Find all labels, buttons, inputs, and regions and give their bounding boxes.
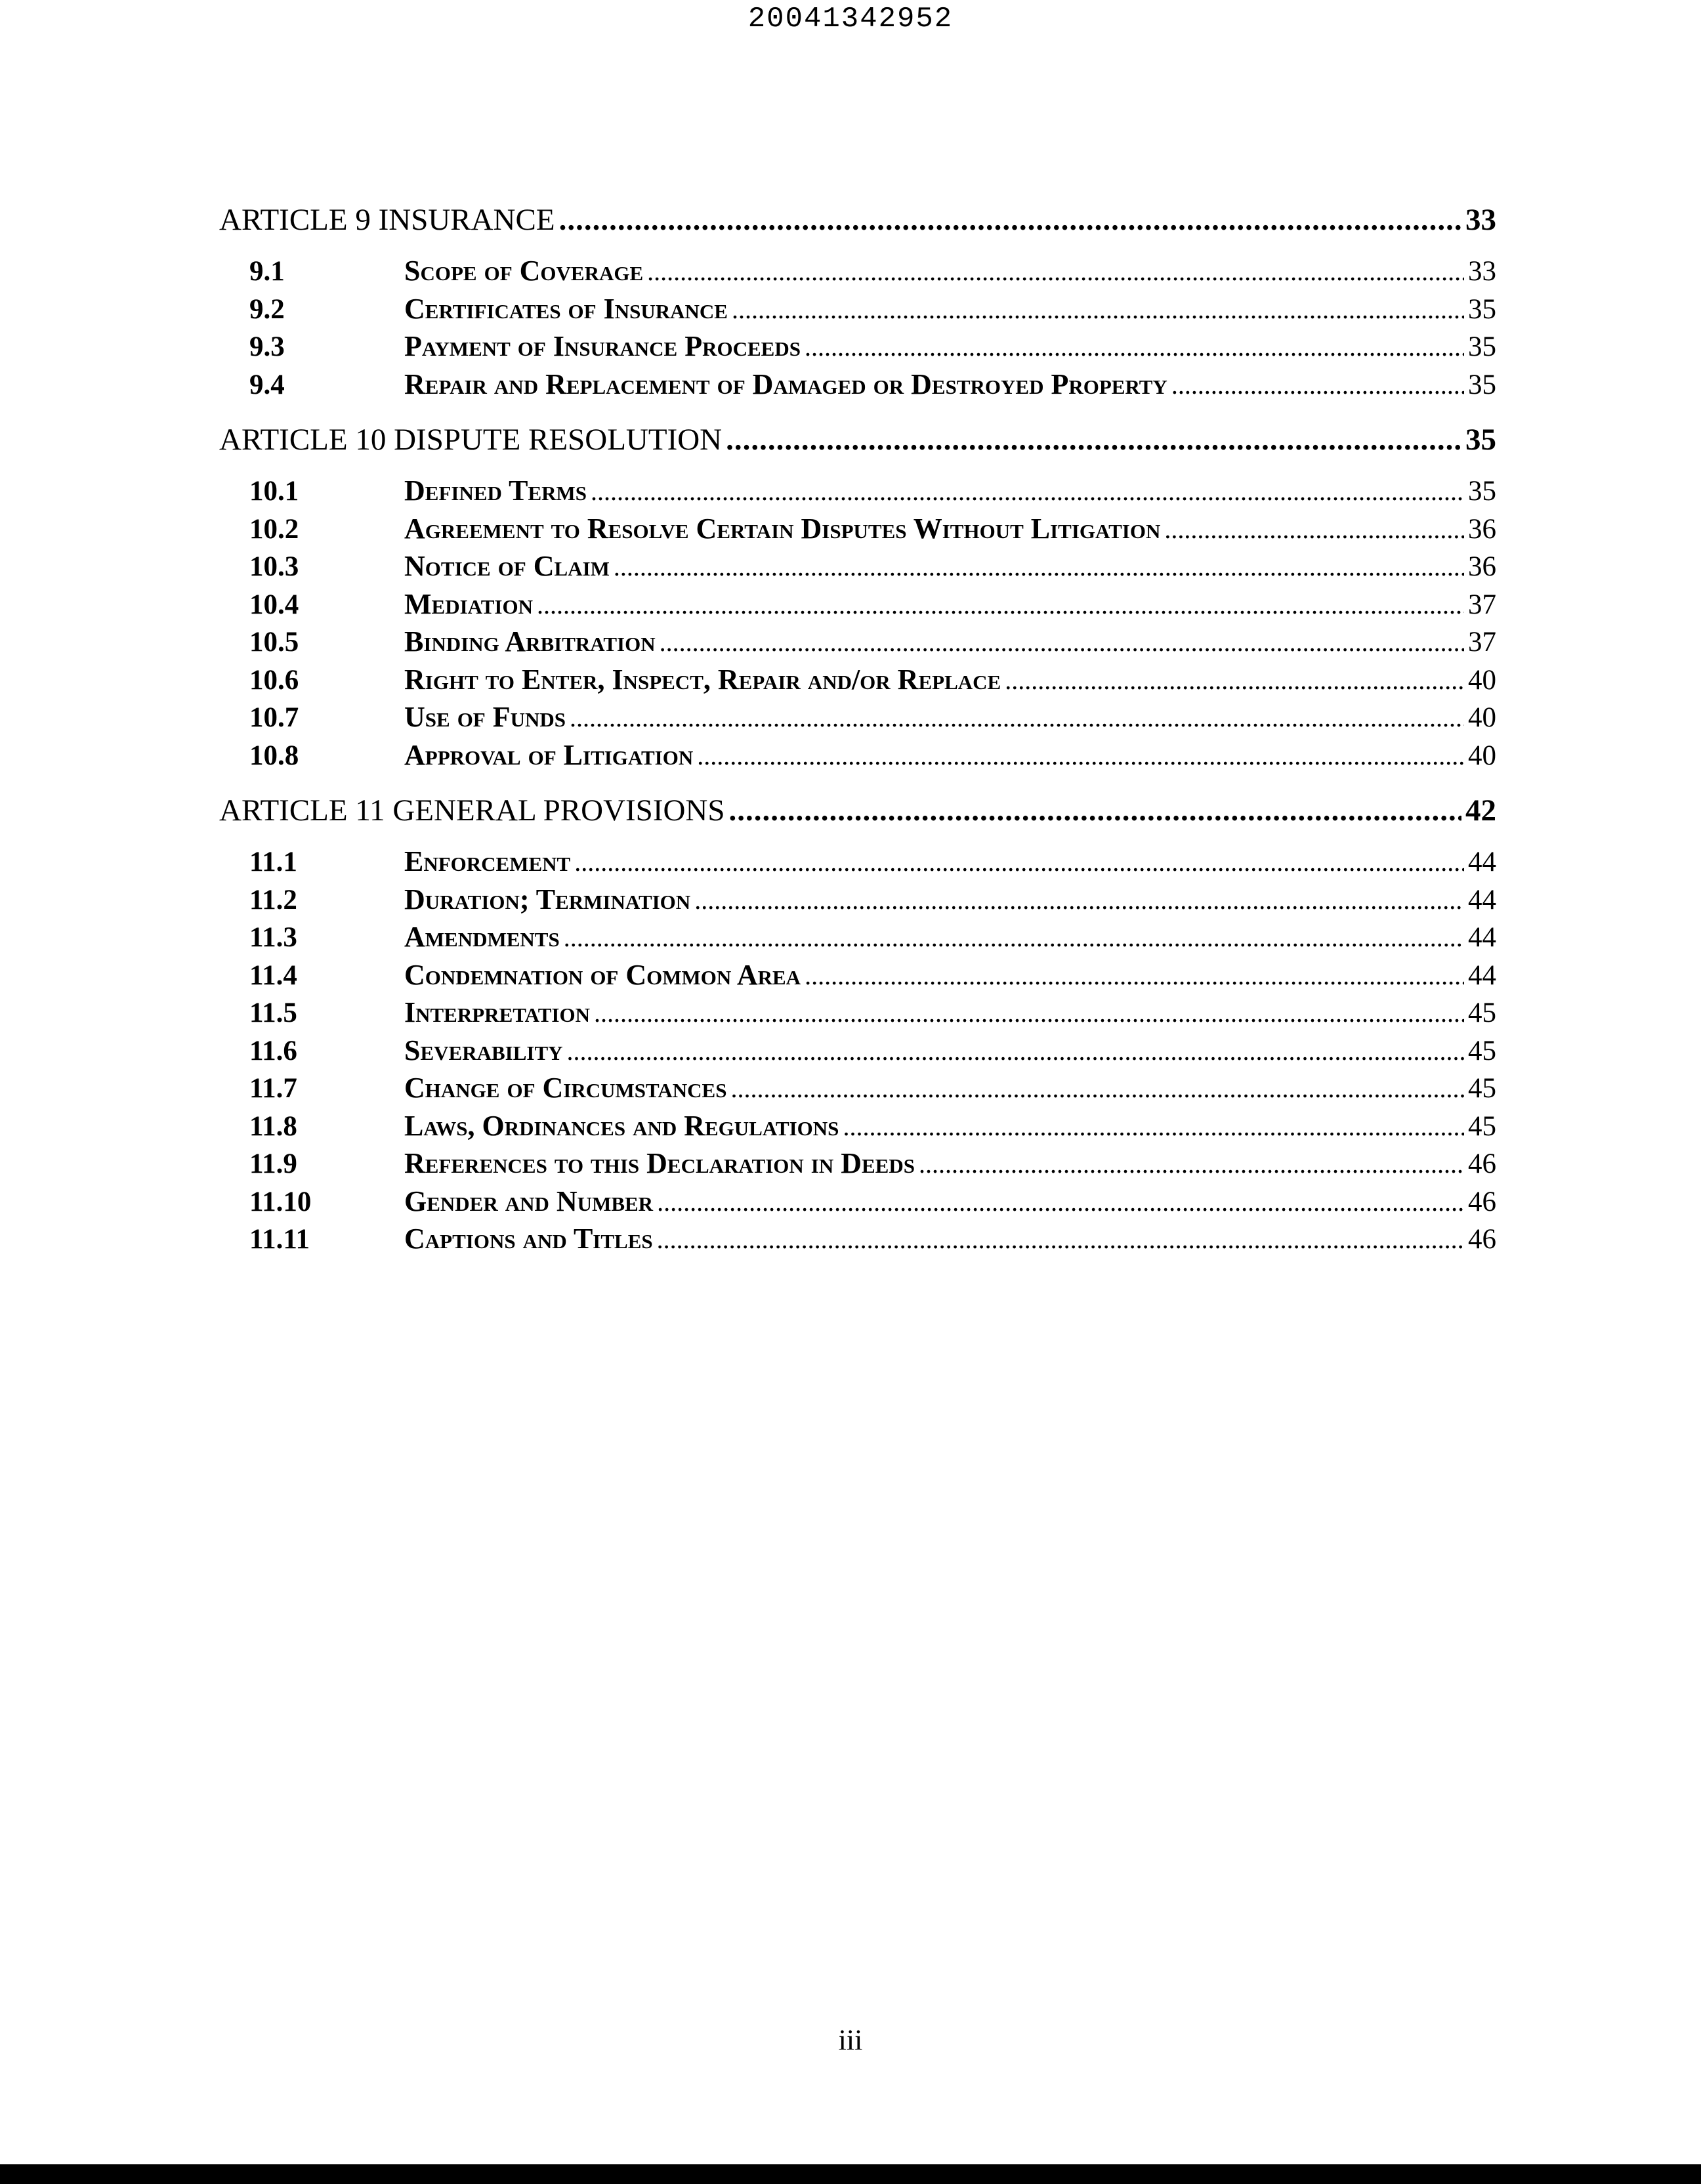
section-number: 10.4 [249, 589, 299, 620]
toc-entry-10-6[interactable] [219, 663, 1496, 701]
section-number: 11.10 [249, 1186, 312, 1217]
section-page: 44 [1464, 959, 1496, 992]
section-number: 11.7 [249, 1073, 297, 1104]
toc-entry-10-4[interactable] [219, 587, 1496, 625]
section-title: Certificates of Insurance [404, 292, 732, 326]
section-page: 40 [1464, 702, 1496, 734]
dot-leader [805, 331, 1464, 362]
article-11-sections [219, 845, 1496, 1260]
section-page: 46 [1464, 1186, 1496, 1218]
section-page: 44 [1464, 884, 1496, 916]
section-title: Duration; Termination [404, 883, 694, 916]
section-title: Severability [404, 1034, 567, 1067]
toc-entry-10-3[interactable] [219, 549, 1496, 587]
article-title: ARTICLE 11 GENERAL PROVISIONS [219, 793, 729, 828]
section-number: 9.4 [249, 369, 285, 400]
document-id: 20041342952 [747, 3, 954, 35]
dot-leader [697, 740, 1464, 771]
dot-leader [564, 922, 1464, 953]
toc-entry-10-5[interactable] [219, 625, 1496, 663]
section-title: Use of Funds [404, 700, 570, 734]
dot-leader [594, 998, 1464, 1028]
dot-leader [647, 256, 1464, 287]
section-title: Amendments [404, 920, 564, 954]
article-9-sections [219, 254, 1496, 405]
dot-leader [729, 793, 1462, 828]
article-page: 33 [1461, 202, 1496, 238]
section-number: 11.4 [249, 959, 297, 991]
dot-leader [1171, 369, 1464, 400]
section-number: 9.2 [249, 293, 285, 325]
article-page: 42 [1461, 793, 1496, 828]
article-title: ARTICLE 10 DISPUTE RESOLUTION [219, 422, 726, 457]
toc-entry-11-10[interactable] [219, 1185, 1496, 1223]
section-page: 45 [1464, 997, 1496, 1029]
section-page: 35 [1464, 475, 1496, 507]
dot-leader [1164, 514, 1464, 545]
section-page: 36 [1464, 513, 1496, 545]
toc-entry-11-9[interactable] [219, 1146, 1496, 1185]
toc-entry-11-7[interactable] [219, 1071, 1496, 1109]
dot-leader [567, 1036, 1464, 1066]
section-number: 11.1 [249, 847, 297, 877]
dot-leader [657, 1224, 1464, 1255]
toc-entry-10-1[interactable] [219, 474, 1496, 512]
section-number: 11.8 [249, 1110, 297, 1142]
article-page: 35 [1461, 422, 1496, 457]
dot-leader [1005, 665, 1464, 696]
section-number: 11.9 [249, 1148, 297, 1179]
article-9-entry[interactable] [219, 202, 1496, 240]
section-title: Captions and Titles [404, 1222, 657, 1255]
section-number: 10.2 [249, 513, 299, 545]
section-page: 45 [1464, 1072, 1496, 1104]
section-title: Approval of Litigation [404, 738, 697, 772]
dot-leader [805, 960, 1464, 991]
dot-leader [694, 885, 1464, 915]
toc-entry-11-8[interactable] [219, 1109, 1496, 1147]
dot-leader [657, 1186, 1464, 1217]
toc-entry-9-4[interactable] [219, 368, 1496, 406]
section-title: Change of Circumstances [404, 1071, 730, 1104]
article-title: ARTICLE 9 INSURANCE [219, 202, 559, 238]
section-page: 35 [1464, 369, 1496, 401]
toc-entry-11-5[interactable] [219, 996, 1496, 1034]
section-title: Notice of Claim [404, 549, 614, 583]
section-number: 11.5 [249, 998, 297, 1028]
section-page: 35 [1464, 331, 1496, 363]
table-of-contents [219, 202, 1496, 1260]
toc-entry-9-2[interactable] [219, 292, 1496, 330]
dot-leader [732, 294, 1464, 325]
section-page: 35 [1464, 293, 1496, 326]
section-number: 10.7 [249, 702, 299, 733]
section-page: 45 [1464, 1035, 1496, 1067]
section-title: Interpretation [404, 996, 594, 1029]
toc-entry-11-11[interactable] [219, 1222, 1496, 1260]
section-number: 11.6 [249, 1035, 297, 1066]
article-10-entry[interactable] [219, 422, 1496, 459]
section-page: 46 [1464, 1223, 1496, 1255]
section-title: Scope of Coverage [404, 254, 647, 287]
dot-leader [919, 1148, 1464, 1179]
dot-leader [574, 847, 1464, 877]
section-page: 45 [1464, 1110, 1496, 1143]
toc-entry-11-3[interactable] [219, 920, 1496, 958]
section-page: 37 [1464, 589, 1496, 621]
dot-leader [730, 1073, 1464, 1104]
toc-entry-11-1[interactable] [219, 845, 1496, 883]
dot-leader [726, 422, 1461, 457]
section-title: Right to Enter, Inspect, Repair and/or Replace [404, 663, 1005, 696]
section-title: Binding Arbitration [404, 625, 660, 658]
section-title: Laws, Ordinances and Regulations [404, 1109, 843, 1143]
toc-entry-10-7[interactable] [219, 700, 1496, 738]
section-number: 9.3 [249, 331, 285, 362]
section-title: Condemnation of Common Area [404, 958, 805, 992]
section-page: 44 [1464, 921, 1496, 954]
toc-entry-11-2[interactable] [219, 883, 1496, 921]
toc-entry-10-2[interactable] [219, 512, 1496, 550]
section-title: Agreement to Resolve Certain Disputes Without Litigation [404, 512, 1164, 545]
section-title: Enforcement [404, 845, 574, 878]
section-title: Defined Terms [404, 474, 591, 507]
section-page: 46 [1464, 1148, 1496, 1180]
section-number: 9.1 [249, 256, 285, 287]
toc-entry-9-3[interactable] [219, 329, 1496, 368]
section-number: 10.6 [249, 664, 299, 696]
article-11-entry[interactable] [219, 793, 1496, 830]
section-title: Payment of Insurance Proceeds [404, 329, 805, 363]
dot-leader [614, 551, 1464, 582]
scan-border [0, 2164, 1701, 2184]
section-page: 40 [1464, 740, 1496, 772]
dot-leader [559, 202, 1461, 238]
toc-entry-10-8[interactable] [219, 738, 1496, 776]
section-number: 11.3 [249, 922, 297, 953]
section-title: Gender and Number [404, 1185, 657, 1218]
section-page: 40 [1464, 664, 1496, 696]
toc-entry-11-6[interactable] [219, 1034, 1496, 1072]
toc-entry-11-4[interactable] [219, 958, 1496, 996]
section-number: 10.1 [249, 476, 299, 507]
dot-leader [537, 589, 1464, 620]
page-number: iii [838, 2024, 863, 2056]
section-title: References to this Declaration in Deeds [404, 1146, 919, 1180]
section-number: 10.5 [249, 627, 299, 658]
toc-entry-9-1[interactable] [219, 254, 1496, 292]
section-page: 33 [1464, 255, 1496, 287]
section-number: 10.3 [249, 551, 299, 582]
article-10-sections [219, 474, 1496, 776]
dot-leader [660, 627, 1464, 658]
section-number: 10.8 [249, 740, 299, 771]
section-page: 37 [1464, 626, 1496, 658]
dot-leader [570, 702, 1464, 733]
dot-leader [591, 476, 1464, 507]
section-page: 36 [1464, 551, 1496, 583]
dot-leader [843, 1111, 1464, 1142]
section-number: 11.2 [249, 884, 297, 915]
section-title: Mediation [404, 587, 537, 621]
section-number: 11.11 [249, 1224, 310, 1255]
section-title: Repair and Replacement of Damaged or Destroyed Property [404, 368, 1171, 401]
section-page: 44 [1464, 846, 1496, 878]
